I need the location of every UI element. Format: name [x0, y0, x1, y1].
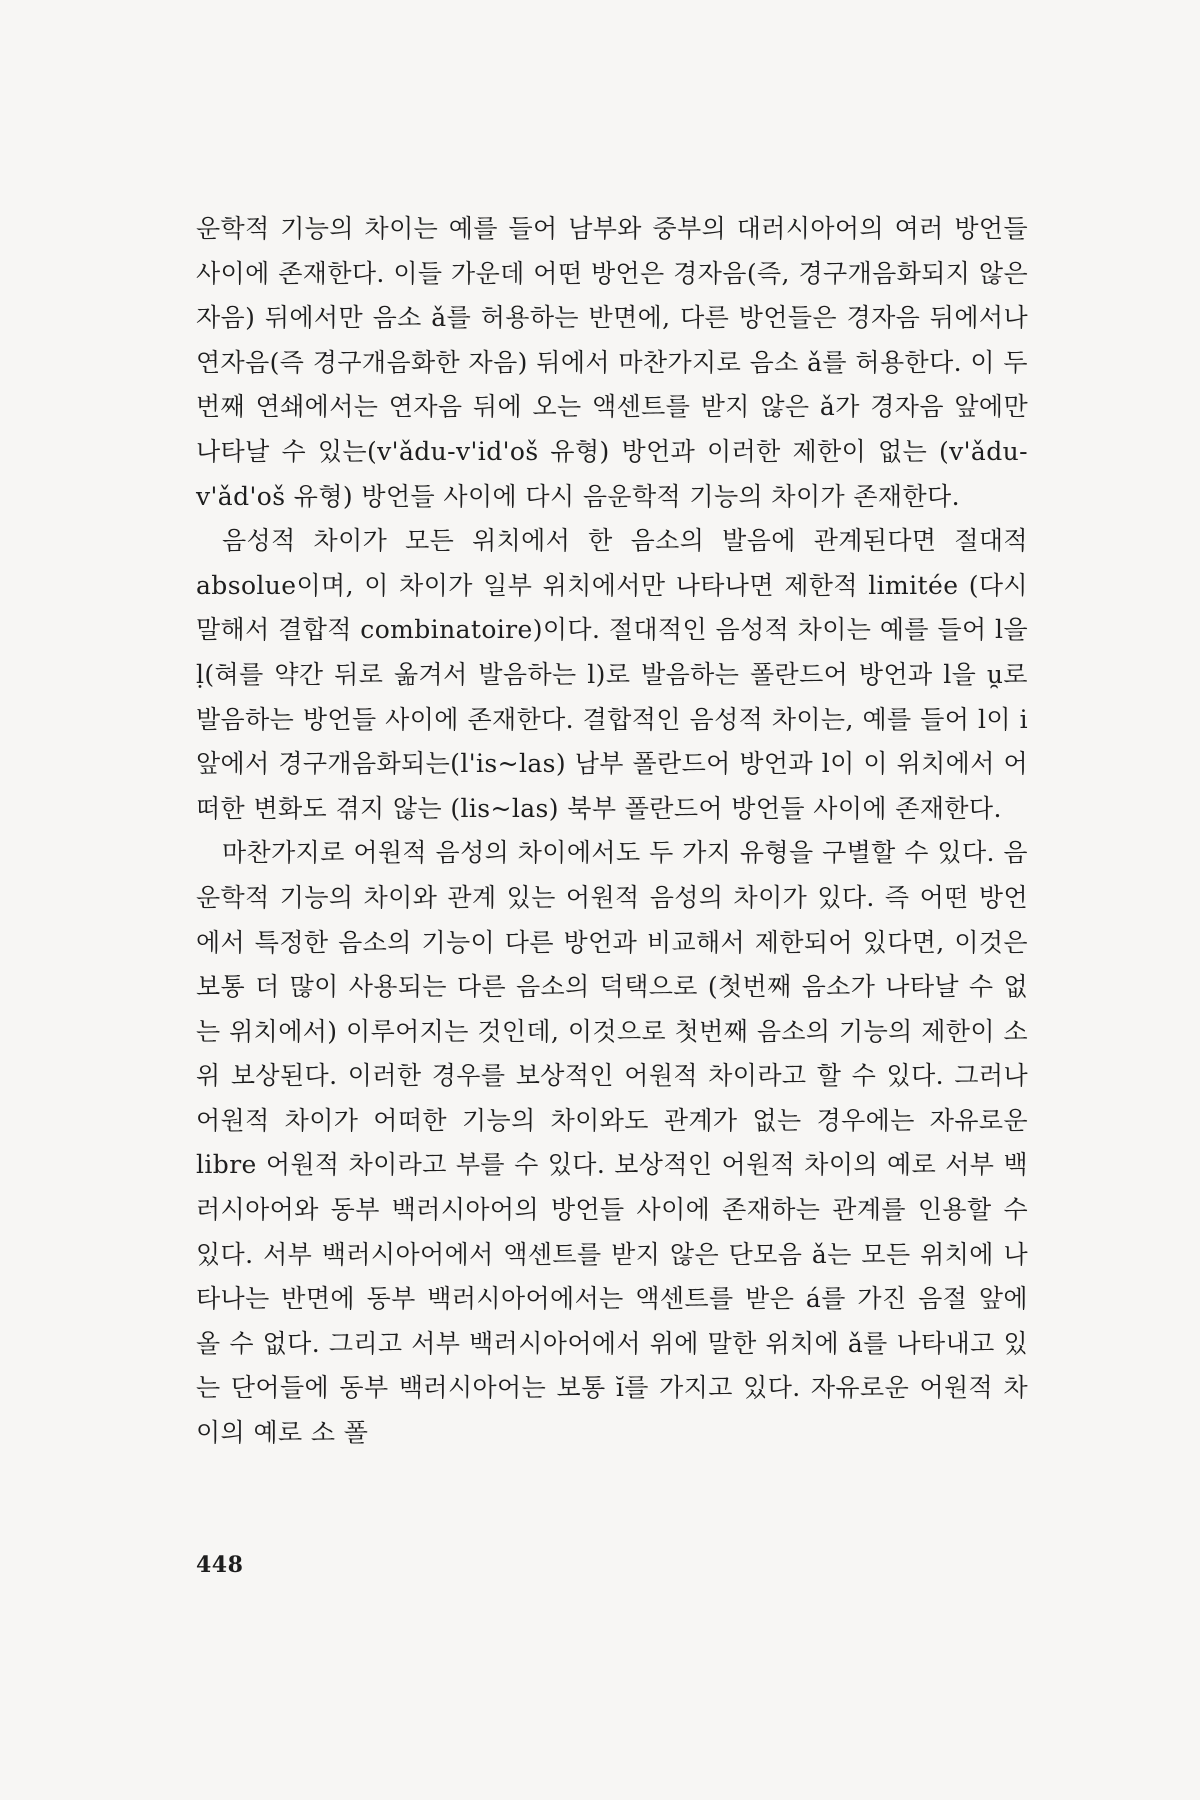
- paragraph-2: 음성적 차이가 모든 위치에서 한 음소의 발음에 관계된다면 절대적 absolue이며, 이 차이가 일부 위치에서만 나타나면 제한적 limitée (다시 말해서 결합적 combinatoire)이다. 절대적인 음성적 차이는 예를 들어 l을 ḷ(혀를 약간 뒤로 옮겨서 발음하는 l)로 발음하는 폴란드어 방언과 l을 u̯로 발음하는 방언들 사이에 존재한다. 결합적인 음성적 차이는, 예를 들어 l이 i 앞에서 경구개음화되는(l'is~las) 남부 폴란드어 방언과 l이 이 위치에서 어떠한 변화도 겪지 않는 (lis~las) 북부 폴란드어 방언들 사이에 존재한다.: [196, 526, 1028, 823]
- page-body: [196, 207, 1028, 1456]
- paragraph-3: 마찬가지로 어원적 음성의 차이에서도 두 가지 유형을 구별할 수 있다. 음운학적 기능의 차이와 관계 있는 어원적 음성의 차이가 있다. 즉 어떤 방언에서 특정한 음소의 기능이 다른 방언과 비교해서 제한되어 있다면, 이것은 보통 더 많이 사용되는 다른 음소의 덕택으로 (첫번째 음소가 나타날 수 없는 위치에서) 이루어지는 것인데, 이것으로 첫번째 음소의 기능의 제한이 소위 보상된다. 이러한 경우를 보상적인 어원적 차이라고 할 수 있다. 그러나 어원적 차이가 어떠한 기능의 차이와도 관계가 없는 경우에는 자유로운 libre 어원적 차이라고 부를 수 있다. 보상적인 어원적 차이의 예로 서부 백러시아어와 동부 백러시아어의 방언들 사이에 존재하는 관계를 인용할 수 있다. 서부 백러시아어에서 액센트를 받지 않은 단모음 ǎ는 모든 위치에 나타나는 반면에 동부 백러시아어에서는 액센트를 받은 á를 가진 음절 앞에 올 수 없다. 그리고 서부 백러시아어에서 위에 말한 위치에 ǎ를 나타내고 있는 단어들에 동부 백러시아어는 보통 ĭ를 가지고 있다. 자유로운 어원적 차이의 예로 소 폴: [196, 838, 1028, 1448]
- paragraph-1: 운학적 기능의 차이는 예를 들어 남부와 중부의 대러시아어의 여러 방언들 사이에 존재한다. 이들 가운데 어떤 방언은 경자음(즉, 경구개음화되지 않은 자음) 뒤에서만 음소 ǎ를 허용하는 반면에, 다른 방언들은 경자음 뒤에서나 연자음(즉 경구개음화한 자음) 뒤에서 마찬가지로 음소 ǎ를 허용한다. 이 두번째 연쇄에서는 연자음 뒤에 오는 액센트를 받지 않은 ǎ가 경자음 앞에만 나타날 수 있는(v'ǎdu-v'id'oš 유형) 방언과 이러한 제한이 없는 (v'ǎdu-v'ǎd'oš 유형) 방언들 사이에 다시 음운학적 기능의 차이가 존재한다.: [196, 214, 1028, 511]
- page-number: 448: [196, 1552, 244, 1578]
